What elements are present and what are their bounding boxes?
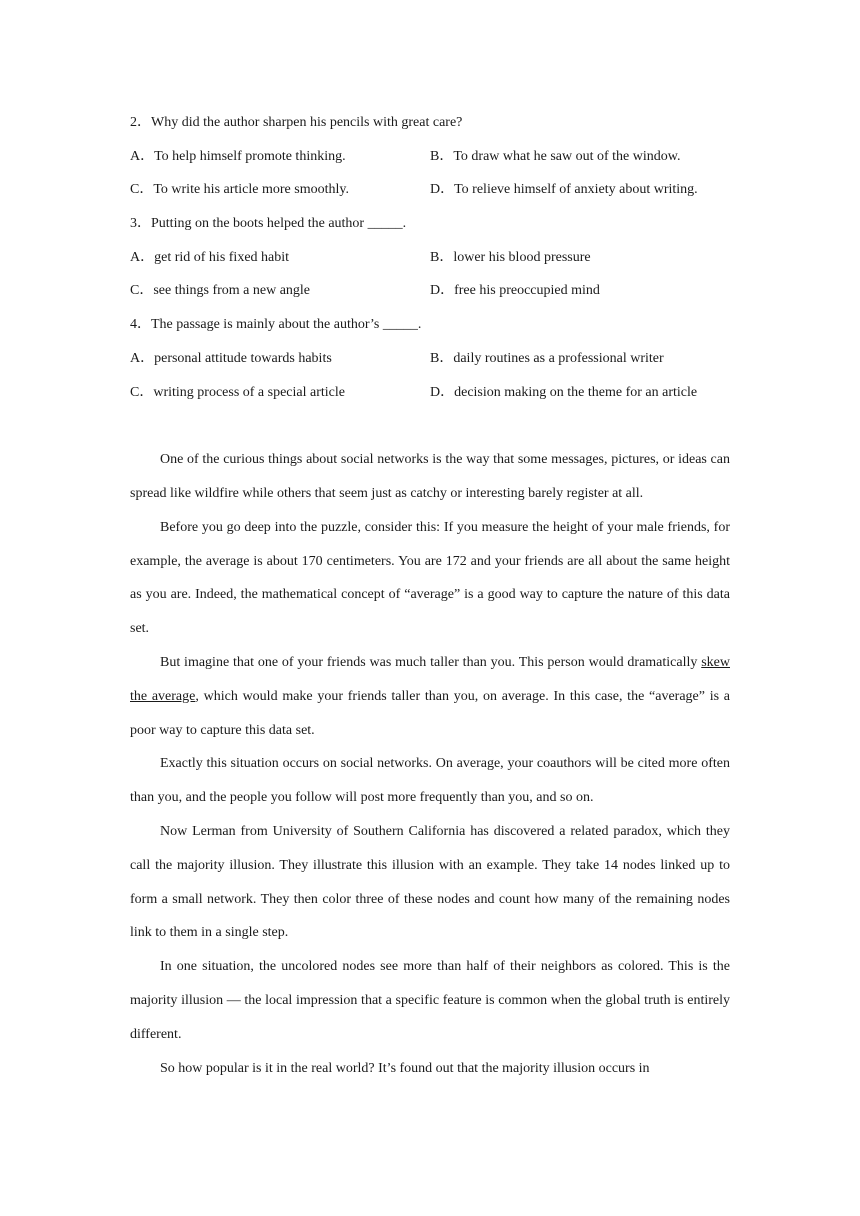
option-row bbox=[130, 376, 730, 410]
paragraph-4: Exactly this situation occurs on social networks. On average, your coauthors will be cited more often than you, and the people you follow will post more frequently than you, and so on. bbox=[130, 756, 730, 806]
option-a: A．personal attitude towards habits bbox=[130, 350, 332, 366]
option-row bbox=[130, 173, 730, 207]
option-row bbox=[130, 140, 730, 174]
option-d: D．free his preoccupied mind bbox=[430, 283, 600, 299]
question-4 bbox=[130, 308, 730, 409]
option-a: A．get rid of his fixed habit bbox=[130, 249, 290, 265]
document-page bbox=[130, 106, 730, 1085]
paragraph-2: Before you go deep into the puzzle, consider this: If you measure the height of your male friends, for example, the average is about 170 centimeters. You are 172 and your friends are all about the same height as you are. Indeed, the mathematical concept of “average” is a good way to capture the nature of this data set. bbox=[130, 519, 730, 637]
paragraph-3-text-after: , which would make your friends taller than you, on average. In this case, the “average” is a poor way to capture this data set. bbox=[130, 688, 731, 738]
paragraph-1: One of the curious things about social networks is the way that some messages, pictures, or ideas can spread like wildfire while others that seem just as catchy or interesting barely register at all. bbox=[130, 452, 730, 501]
option-b: B．To draw what he saw out of the window. bbox=[430, 148, 681, 164]
question-stem: 2．Why did the author sharpen his pencils with great care? bbox=[130, 115, 463, 130]
question-2 bbox=[130, 106, 730, 207]
underlined-phrase: skew the average bbox=[130, 654, 730, 704]
paragraph-3 bbox=[130, 646, 730, 747]
option-c: C．see things from a new angle bbox=[130, 283, 311, 299]
section-gap bbox=[130, 409, 730, 443]
option-b: B．lower his blood pressure bbox=[430, 249, 591, 265]
option-row bbox=[130, 274, 730, 308]
option-c: C．writing process of a special article bbox=[130, 384, 345, 400]
option-d: D．To relieve himself of anxiety about writing. bbox=[430, 182, 698, 198]
option-b: B．daily routines as a professional writer bbox=[430, 350, 664, 366]
question-stem: 3．Putting on the boots helped the author _____. bbox=[130, 216, 407, 232]
question-3 bbox=[130, 207, 730, 308]
option-row bbox=[130, 241, 730, 275]
paragraph-5: Now Lerman from University of Southern California has discovered a related paradox, which they call the majority illusion. They illustrate this illusion with an example. They take 14 nodes linked up to form a small network. They then color three of these nodes and count how many of the remaining nodes link to them in a single step. bbox=[130, 823, 730, 941]
option-c: C．To write his article more smoothly. bbox=[130, 182, 349, 198]
paragraph-7: So how popular is it in the real world? It’s found out that the majority illusion occurs in bbox=[160, 1060, 650, 1076]
reading-passage bbox=[130, 443, 730, 1085]
option-d: D．decision making on the theme for an article bbox=[430, 384, 698, 400]
option-row bbox=[130, 342, 730, 376]
paragraph-6: In one situation, the uncolored nodes see more than half of their neighbors as colored. This is the majority illusion — the local impression that a specific feature is common when the global truth is entirely different. bbox=[130, 959, 730, 1042]
option-a: A．To help himself promote thinking. bbox=[130, 148, 346, 164]
question-stem: 4．The passage is mainly about the author’s _____. bbox=[130, 317, 422, 333]
paragraph-3-text-before: But imagine that one of your friends was much taller than you. This person would dramatically bbox=[160, 654, 702, 670]
